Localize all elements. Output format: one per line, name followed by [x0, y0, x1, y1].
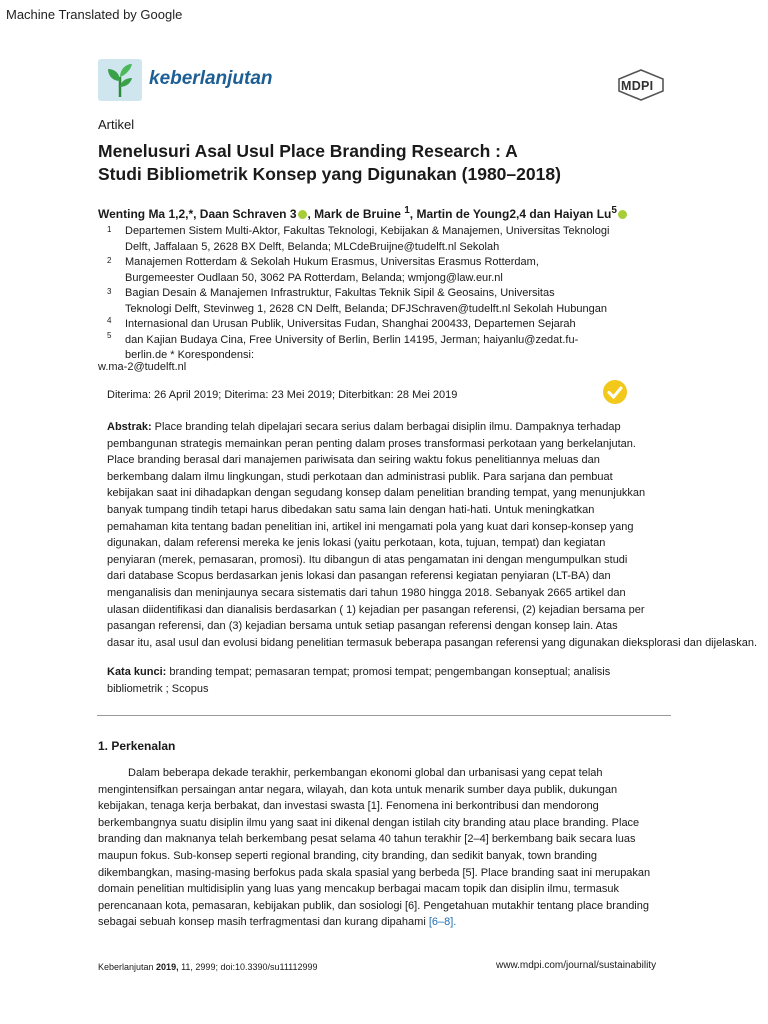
- keywords-line: branding tempat; pemasaran tempat; promosi tempat; pengembangan konseptual; analisis: [166, 666, 611, 678]
- abstract-line: pasangan referensi, dan (3) kejadian bersama untuk setiap pasangan referensi dengan konsep lain. Atas: [107, 620, 618, 633]
- abstract-line: kebijakan saat ini dihadapkan dengan segudang konsep dalam penelitian branding tempat, yang menunjukkan: [107, 487, 646, 500]
- affiliation-line: berlin.de * Korespondensi:: [125, 349, 255, 361]
- article-type: Artikel: [98, 117, 135, 132]
- abstract-line: menganalisis dan meninjaunya secara sistematis dari tahun 1980 hingga 2018. Sebanyak 2665 artikel dan: [107, 586, 626, 599]
- author-text: , Martin de Young: [409, 207, 510, 221]
- author-sup: 1: [404, 205, 410, 216]
- keywords-label: Kata kunci:: [107, 666, 167, 678]
- abstract-line: berkembang dalam ilmu lingkungan, studi perkotaan dan administrasi publik. Para sarjana dan pembuat: [107, 470, 613, 483]
- author-text: Wenting Ma 1,2,*, Daan Schraven 3: [98, 207, 297, 221]
- affiliation-line: dan Kajian Budaya Cina, Free University of Berlin, Berlin 14195, Jerman; haiyanlu@zedat.fu-: [125, 333, 579, 346]
- abstract-line: pemahaman kita tentang badan penelitian ini, artikel ini mengamati pola yang kuat dari konsep-konsep yang: [107, 520, 634, 533]
- affiliation-line: Manajemen Rotterdam & Sekolah Hukum Erasmus, Universitas Erasmus Rotterdam,: [125, 256, 539, 268]
- affiliation-line: Delft, Jaffalaan 5, 2628 BX Delft, Belanda; MLCdeBruijne@tudelft.nl Sekolah: [125, 240, 500, 253]
- translation-banner: Machine Translated by Google: [6, 7, 183, 22]
- keywords: [107, 664, 667, 697]
- section-heading: 1. Perkenalan: [98, 739, 176, 753]
- publication-dates: Diterima: 26 April 2019; Diterima: 23 Mei 2019; Diterbitkan: 28 Mei 2019: [107, 389, 458, 401]
- orcid-icon[interactable]: [298, 210, 307, 219]
- intro-line: branding dan maknanya telah berkembang pesat selama 40 tahun terakhir [2–4] berkembang baik secara luas: [98, 833, 636, 846]
- affiliations: [125, 224, 665, 364]
- abstract-line: Place branding telah dipelajari secara serius dalam berbagai disiplin ilmu. Dampaknya terhadap: [151, 421, 621, 433]
- affiliation-line: Burgemeester Oudlaan 50, 3062 PA Rotterdam, Belanda; wmjong@law.eur.nl: [125, 271, 503, 284]
- abstract-line: ulasan diidentifikasi dan dianalisis berdasarkan ( 1) kejadian per pasangan referensi, (2) kejadian bersama per: [107, 603, 645, 616]
- affiliation-line: Bagian Desain & Manajemen Infrastruktur, Fakultas Teknik Sipil & Geosains, Universitas: [125, 287, 555, 299]
- footer-journal: Keberlanjutan: [98, 962, 157, 972]
- correspondence-email[interactable]: w.ma-2@tudelft.nl: [98, 361, 187, 373]
- intro-line: maupun fokus. Sub-konsep seperti regional branding, city branding, dan sedikit banyak, town branding: [98, 849, 597, 862]
- intro-line: perencanaan kota, pemasaran, kebijakan publik, dan sosiologi [6]. Pengetahuan mutakhir tentang place branding: [98, 899, 649, 912]
- affiliation-number: 2: [107, 256, 112, 265]
- author-list: [98, 205, 678, 221]
- abstract-line: pembangunan strategis memainkan peran penting dalam proses transformasi perkotaan yang berkelanjutan.: [107, 437, 636, 450]
- intro-line: mengintensifkan persaingan antar negara, wilayah, dan kota untuk menarik sumber daya publik, dukungan: [98, 783, 618, 796]
- author-text: , Mark de Bruine: [307, 207, 401, 221]
- abstract-line: dasar itu, asal usul dan evolusi bidang penelitian termasuk beberapa pasangan referensi yang digunakan dieksplorasi dan dijelaskan.: [107, 636, 758, 649]
- title-line: Studi Bibliometrik Konsep yang Digunakan (1980–2018): [98, 164, 561, 184]
- affiliation-line: Teknologi Delft, Stevinweg 1, 2628 CN Delft, Belanda; DFJSchraven@tudelft.nl Sekolah Hubungan: [125, 302, 607, 315]
- abstract-line: penyiaran (merek, pemasaran, promosi). Itu dibangun di atas pengamatan ini dengan mengumpulkan studi: [107, 553, 628, 566]
- author-sup: 2,4: [509, 207, 527, 221]
- article-title: [98, 140, 658, 186]
- affiliation-number: 1: [107, 225, 112, 234]
- intro-line: dikembangkan, masing-masing berfokus pada skala spasial yang berbeda [5]. Place branding saat ini merupakan: [98, 866, 651, 879]
- check-updates-icon[interactable]: [603, 380, 627, 404]
- publisher-logo-text: MDPI: [621, 79, 654, 93]
- footer-doi: 11, 2999; doi:10.3390/su11112999: [178, 962, 318, 972]
- footer-year: 2019,: [156, 962, 179, 972]
- affiliation-number: 3: [107, 287, 112, 296]
- affiliation-line: Departemen Sistem Multi-Aktor, Fakultas Teknologi, Kebijakan & Manajemen, Universitas Teknologi: [125, 225, 610, 237]
- author-sup: 5: [611, 205, 617, 216]
- footer-citation: [98, 962, 318, 972]
- author-text: dan Haiyan Lu: [526, 207, 612, 221]
- title-line: Menelusuri Asal Usul Place Branding Research : A: [98, 141, 518, 161]
- intro-line: berkembangnya suatu disiplin ilmu yang saat ini dikenal dengan istilah city branding atau place branding. Place: [98, 816, 640, 829]
- intro-line: Dalam beberapa dekade terakhir, perkembangan ekonomi global dan urbanisasi yang cepat telah: [128, 767, 603, 779]
- journal-name: keberlanjutan: [149, 68, 273, 89]
- orcid-icon[interactable]: [618, 210, 627, 219]
- abstract-label: Abstrak:: [107, 421, 152, 433]
- intro-line: domain penelitian multidisiplin yang luas yang mencakup berbagai macam topik dan disiplin ilmu, termasuk: [98, 883, 619, 896]
- section-divider: [97, 715, 671, 716]
- abstract-line: banyak tumpang tindih tetapi harus dibedakan satu sama lain dengan hati-hati. Untuk meningkatkan: [107, 503, 595, 516]
- intro-line: sebagai sebuah konsep masih terfragmentasi dan kurang dipahami: [98, 916, 429, 929]
- footer-url[interactable]: www.mdpi.com/journal/sustainability: [496, 960, 657, 971]
- affiliation-line: Internasional dan Urusan Publik, Universitas Fudan, Shanghai 200433, Departemen Sejarah: [125, 318, 576, 330]
- keywords-line: bibliometrik ; Scopus: [107, 682, 209, 695]
- affiliation-number: 5: [107, 331, 112, 340]
- introduction-paragraph: [98, 765, 683, 931]
- intro-line: kebijakan, tenaga kerja berbakat, dan investasi swasta [1]. Fenomena ini berkontribusi dan mendorong: [98, 800, 599, 813]
- abstract-line: digunakan, dalam referensi mereka ke jenis lokasi (yaitu perkotaan, kota, tujuan, tempat) dan kegiatan: [107, 537, 606, 550]
- citation-link[interactable]: [6–8].: [428, 916, 457, 929]
- plant-logo-icon: [98, 59, 142, 101]
- affiliation-number: 4: [107, 316, 112, 325]
- abstract-line: Place branding berasal dari manajemen pariwisata dan seiring waktu fokus penelitiannya meluas dan: [107, 454, 600, 467]
- abstract-line: dari database Scopus berdasarkan jenis lokasi dan pasangan referensi kegiatan penyiaran (LT-BA) dan: [107, 570, 611, 583]
- abstract: [107, 419, 768, 651]
